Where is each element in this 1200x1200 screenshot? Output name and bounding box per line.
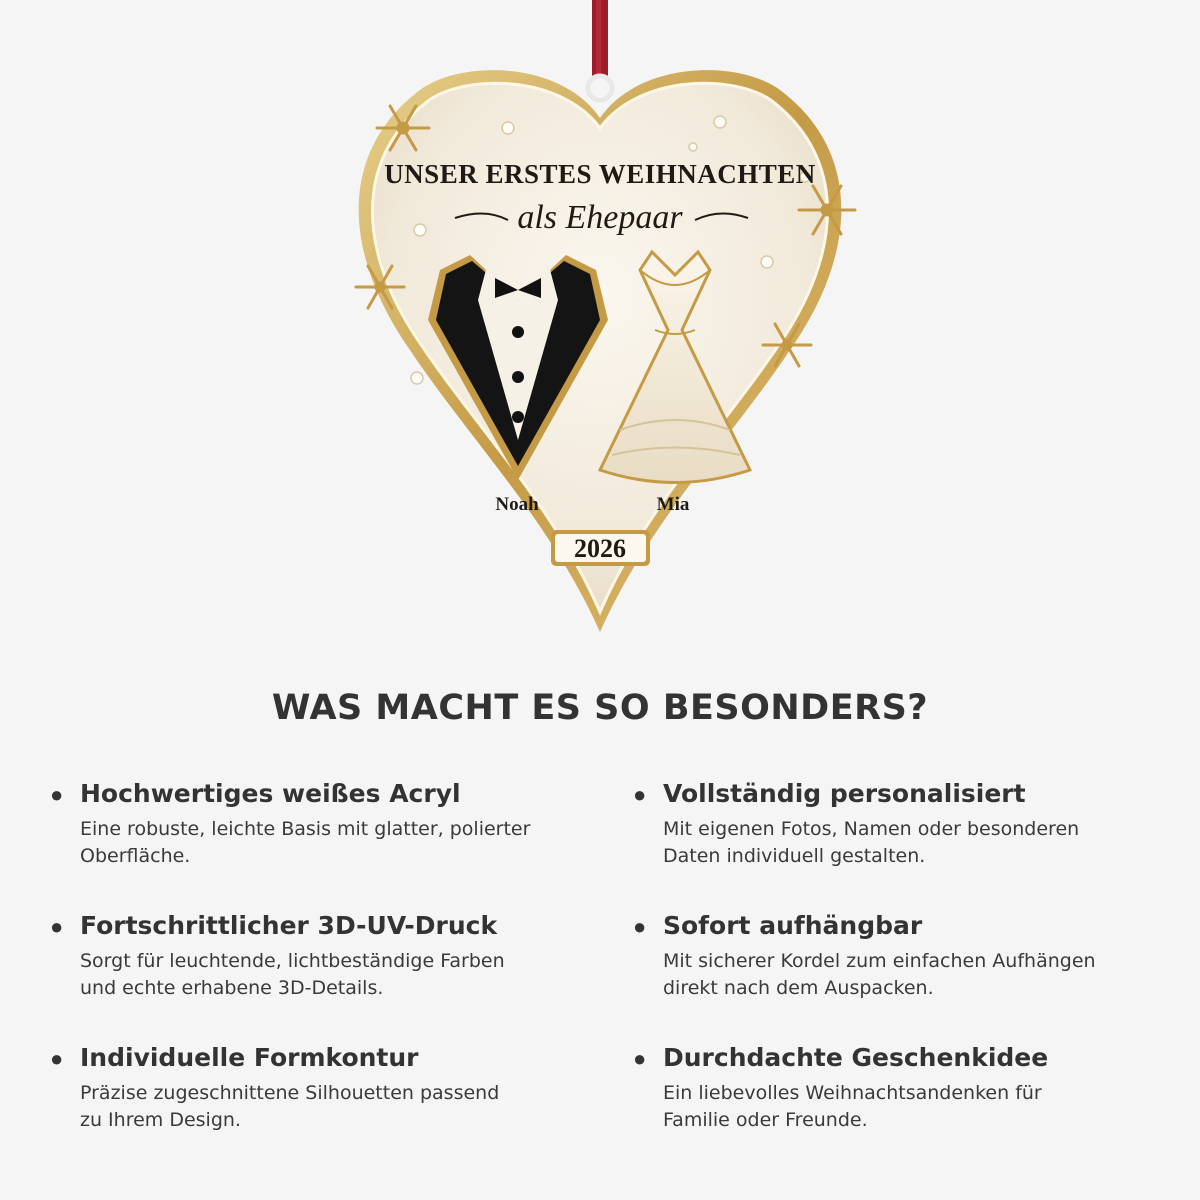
groom-name: Noah xyxy=(495,494,539,515)
feature-item xyxy=(633,778,1183,870)
bullet-dot-icon: ● xyxy=(633,1046,647,1071)
bullet-dot-icon: ● xyxy=(50,782,64,807)
feature-description: Eine robuste, leichte Basis mit glatter, polierter Oberfläche. xyxy=(80,818,531,867)
bullet-dot-icon: ● xyxy=(50,914,64,939)
feature-title: Hochwertiges weißes Acryl xyxy=(80,779,461,808)
ornament-subtitle: als Ehepaar xyxy=(517,199,683,236)
feature-item xyxy=(50,910,600,1002)
year-label: 2026 xyxy=(574,534,626,563)
feature-description: Ein liebevolles Weihnachtsandenken für Familie oder Freunde. xyxy=(663,1082,1042,1131)
feature-title: Durchdachte Geschenkidee xyxy=(663,1043,1049,1072)
feature-item xyxy=(633,1042,1183,1134)
feature-description: Mit eigenen Fotos, Namen oder besonderen Daten individuell gestalten. xyxy=(663,818,1080,867)
feature-title: Individuelle Formkontur xyxy=(80,1043,419,1072)
feature-title: Fortschrittlicher 3D-UV-Druck xyxy=(80,911,498,940)
feature-title: Vollständig personalisiert xyxy=(663,779,1026,808)
bullet-dot-icon: ● xyxy=(633,782,647,807)
feature-title: Sofort aufhängbar xyxy=(663,911,923,940)
bride-name: Mia xyxy=(656,494,690,515)
feature-item xyxy=(633,910,1183,1002)
feature-item xyxy=(50,1042,600,1134)
feature-item xyxy=(50,778,600,870)
section-heading: WAS MACHT ES SO BESONDERS? xyxy=(271,688,929,728)
bullet-dot-icon: ● xyxy=(633,914,647,939)
feature-description: Präzise zugeschnittene Silhouetten passend zu Ihrem Design. xyxy=(80,1082,500,1131)
feature-description: Mit sicherer Kordel zum einfachen Aufhängen direkt nach dem Auspacken. xyxy=(663,950,1096,999)
heart-ornament xyxy=(300,0,900,650)
ornament-title: UNSER ERSTES WEIHNACHTEN xyxy=(384,159,816,189)
ribbon-icon xyxy=(588,0,612,100)
feature-description: Sorgt für leuchtende, lichtbeständige Farben und echte erhabene 3D-Details. xyxy=(80,950,505,999)
heart-ornament-graphic xyxy=(300,0,900,650)
bullet-dot-icon: ● xyxy=(50,1046,64,1071)
